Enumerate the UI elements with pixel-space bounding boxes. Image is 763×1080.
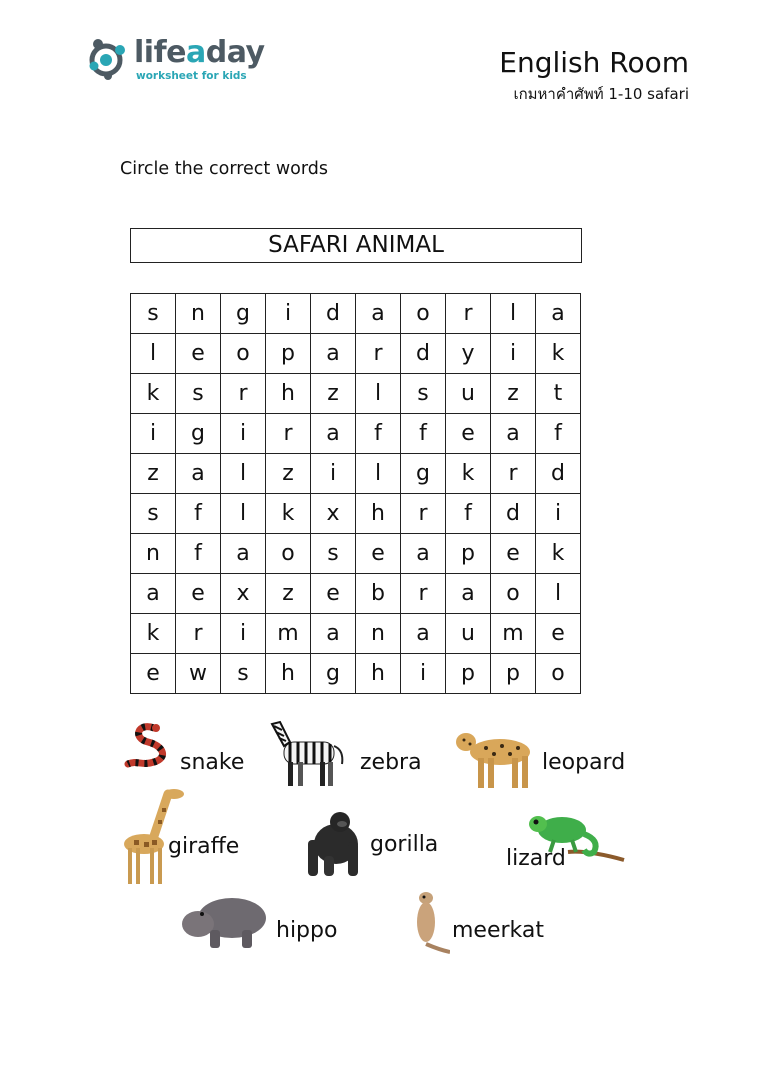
- grid-cell[interactable]: s: [131, 294, 176, 334]
- grid-row: [131, 574, 581, 614]
- grid-cell[interactable]: g: [311, 654, 356, 694]
- grid-cell[interactable]: r: [266, 414, 311, 454]
- grid-cell[interactable]: r: [401, 494, 446, 534]
- gorilla-icon: [300, 806, 366, 880]
- grid-cell[interactable]: k: [131, 614, 176, 654]
- grid-cell[interactable]: o: [401, 294, 446, 334]
- grid-cell[interactable]: a: [311, 414, 356, 454]
- page-subtitle: เกมหาคำศัพท์ 1-10 safari: [513, 85, 689, 103]
- page-title: English Room: [499, 46, 689, 79]
- grid-cell[interactable]: s: [311, 534, 356, 574]
- grid-cell[interactable]: w: [176, 654, 221, 694]
- grid-cell[interactable]: l: [536, 574, 581, 614]
- grid-cell[interactable]: f: [356, 414, 401, 454]
- grid-cell[interactable]: b: [356, 574, 401, 614]
- grid-row: [131, 534, 581, 574]
- animal-hippo: [180, 890, 350, 954]
- grid-cell[interactable]: p: [491, 654, 536, 694]
- grid-cell[interactable]: o: [221, 334, 266, 374]
- animal-giraffe: [118, 786, 258, 886]
- animal-leopard: [452, 726, 632, 794]
- grid-cell[interactable]: i: [536, 494, 581, 534]
- grid-row: [131, 614, 581, 654]
- grid-cell[interactable]: a: [401, 614, 446, 654]
- grid-cell[interactable]: o: [266, 534, 311, 574]
- grid-cell[interactable]: h: [266, 374, 311, 414]
- grid-cell[interactable]: s: [401, 374, 446, 414]
- grid-row: [131, 654, 581, 694]
- grid-cell[interactable]: s: [176, 374, 221, 414]
- grid-row: [131, 454, 581, 494]
- grid-cell[interactable]: d: [401, 334, 446, 374]
- logo-wordmark: lifeaday: [134, 35, 265, 70]
- grid-cell[interactable]: o: [491, 574, 536, 614]
- leopard-icon: [452, 726, 538, 792]
- grid-cell[interactable]: u: [446, 374, 491, 414]
- animal-lizard: [506, 806, 630, 878]
- logo-molecule-icon: [86, 36, 134, 84]
- grid-cell[interactable]: a: [491, 414, 536, 454]
- grid-cell[interactable]: g: [401, 454, 446, 494]
- grid-row: [131, 414, 581, 454]
- grid-cell[interactable]: k: [536, 334, 581, 374]
- meerkat-icon: [410, 888, 450, 954]
- label-snake: snake: [180, 750, 245, 775]
- grid-cell[interactable]: l: [356, 374, 401, 414]
- animal-snake: [124, 720, 254, 780]
- animal-meerkat: [410, 888, 560, 956]
- grid-cell[interactable]: i: [131, 414, 176, 454]
- grid-cell[interactable]: e: [176, 334, 221, 374]
- grid-cell[interactable]: i: [491, 334, 536, 374]
- grid-cell[interactable]: k: [266, 494, 311, 534]
- grid-row: [131, 334, 581, 374]
- grid-cell[interactable]: n: [131, 534, 176, 574]
- grid-cell[interactable]: a: [221, 534, 266, 574]
- grid-cell[interactable]: f: [176, 534, 221, 574]
- grid-cell[interactable]: l: [221, 454, 266, 494]
- grid-cell[interactable]: i: [266, 294, 311, 334]
- grid-cell[interactable]: r: [491, 454, 536, 494]
- grid-cell[interactable]: x: [311, 494, 356, 534]
- label-zebra: zebra: [360, 750, 422, 775]
- grid-cell[interactable]: a: [131, 574, 176, 614]
- word-search-grid: [130, 293, 581, 694]
- grid-cell[interactable]: s: [131, 494, 176, 534]
- animal-gorilla: [300, 806, 460, 882]
- grid-cell[interactable]: e: [176, 574, 221, 614]
- grid-cell[interactable]: p: [446, 534, 491, 574]
- grid-cell[interactable]: a: [311, 334, 356, 374]
- grid-cell[interactable]: a: [446, 574, 491, 614]
- grid-cell[interactable]: e: [311, 574, 356, 614]
- label-gorilla: gorilla: [370, 832, 439, 857]
- grid-cell[interactable]: h: [356, 494, 401, 534]
- grid-row: [131, 294, 581, 334]
- grid-cell[interactable]: e: [446, 414, 491, 454]
- label-hippo: hippo: [276, 918, 338, 943]
- grid-cell[interactable]: t: [536, 374, 581, 414]
- grid-cell[interactable]: p: [266, 334, 311, 374]
- grid-cell[interactable]: g: [176, 414, 221, 454]
- label-lizard: lizard: [506, 846, 566, 871]
- grid-cell[interactable]: f: [401, 414, 446, 454]
- label-meerkat: meerkat: [452, 918, 545, 943]
- grid-cell[interactable]: f: [536, 414, 581, 454]
- grid-cell[interactable]: r: [401, 574, 446, 614]
- label-leopard: leopard: [542, 750, 626, 775]
- grid-cell[interactable]: p: [446, 654, 491, 694]
- grid-cell[interactable]: z: [131, 454, 176, 494]
- grid-cell[interactable]: i: [311, 454, 356, 494]
- grid-cell[interactable]: k: [131, 374, 176, 414]
- grid-cell[interactable]: x: [221, 574, 266, 614]
- grid-cell[interactable]: z: [311, 374, 356, 414]
- grid-cell[interactable]: r: [221, 374, 266, 414]
- puzzle-title: SAFARI ANIMAL: [130, 228, 582, 263]
- grid-cell[interactable]: d: [536, 454, 581, 494]
- grid-cell[interactable]: h: [266, 654, 311, 694]
- animal-zebra: [266, 716, 436, 794]
- grid-cell[interactable]: h: [356, 654, 401, 694]
- zebra-icon: [266, 716, 352, 790]
- grid-cell[interactable]: l: [356, 454, 401, 494]
- grid-cell[interactable]: y: [446, 334, 491, 374]
- grid-cell[interactable]: r: [356, 334, 401, 374]
- brand-logo: [86, 36, 266, 86]
- grid-cell[interactable]: a: [401, 534, 446, 574]
- instruction-text: Circle the correct words: [120, 159, 328, 179]
- grid-cell[interactable]: a: [176, 454, 221, 494]
- grid-cell[interactable]: z: [266, 574, 311, 614]
- grid-cell[interactable]: m: [266, 614, 311, 654]
- grid-cell[interactable]: u: [446, 614, 491, 654]
- grid-cell[interactable]: m: [491, 614, 536, 654]
- grid-cell[interactable]: f: [176, 494, 221, 534]
- grid-cell[interactable]: e: [536, 614, 581, 654]
- logo-tagline: worksheet for kids: [136, 70, 247, 82]
- grid-cell[interactable]: f: [446, 494, 491, 534]
- grid-cell[interactable]: r: [176, 614, 221, 654]
- grid-cell[interactable]: d: [311, 294, 356, 334]
- grid-cell[interactable]: e: [356, 534, 401, 574]
- grid-cell[interactable]: r: [446, 294, 491, 334]
- grid-cell[interactable]: a: [311, 614, 356, 654]
- grid-cell[interactable]: n: [356, 614, 401, 654]
- grid-cell[interactable]: n: [176, 294, 221, 334]
- grid-row: [131, 374, 581, 414]
- grid-cell[interactable]: k: [536, 534, 581, 574]
- grid-cell[interactable]: l: [131, 334, 176, 374]
- grid-cell[interactable]: d: [491, 494, 536, 534]
- grid-cell[interactable]: i: [401, 654, 446, 694]
- grid-cell[interactable]: s: [221, 654, 266, 694]
- grid-cell[interactable]: o: [536, 654, 581, 694]
- grid-cell[interactable]: a: [536, 294, 581, 334]
- hippo-icon: [180, 890, 270, 952]
- grid-cell[interactable]: l: [221, 494, 266, 534]
- grid-cell[interactable]: i: [221, 614, 266, 654]
- grid-cell[interactable]: k: [446, 454, 491, 494]
- grid-cell[interactable]: z: [266, 454, 311, 494]
- grid-cell[interactable]: z: [491, 374, 536, 414]
- grid-cell[interactable]: e: [131, 654, 176, 694]
- grid-cell[interactable]: i: [221, 414, 266, 454]
- grid-cell[interactable]: g: [221, 294, 266, 334]
- grid-cell[interactable]: l: [491, 294, 536, 334]
- snake-icon: [124, 720, 176, 772]
- grid-cell[interactable]: e: [491, 534, 536, 574]
- label-giraffe: giraffe: [168, 834, 240, 859]
- grid-row: [131, 494, 581, 534]
- grid-cell[interactable]: a: [356, 294, 401, 334]
